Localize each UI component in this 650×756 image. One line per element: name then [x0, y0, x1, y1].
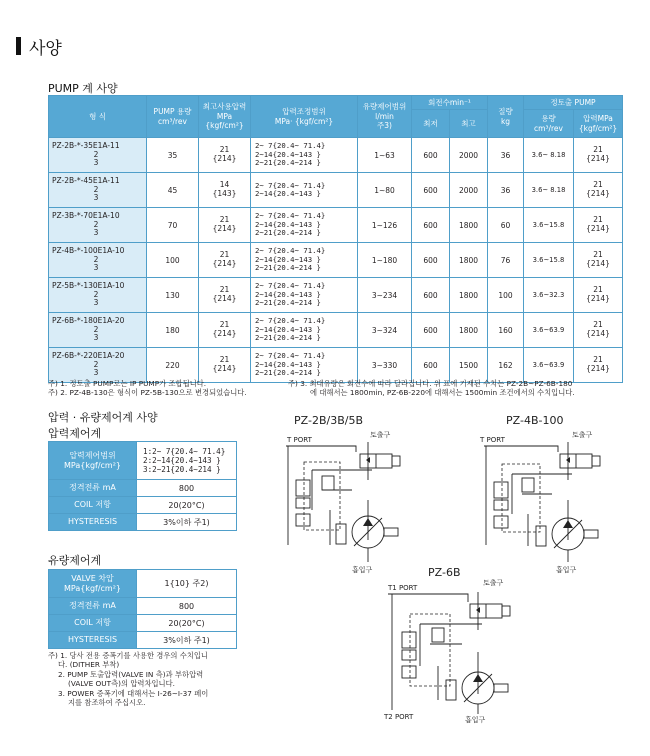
control-note-3a: 3. POWER 증폭기에 대해서는 I-26~I-37 페이 — [58, 688, 209, 698]
cell-fixed-pressure: 21 {214} — [574, 173, 623, 208]
pressure-coil-value: 20(20°C) — [137, 497, 237, 514]
cell-model — [49, 243, 147, 278]
circuit1-tport-label: T PORT — [287, 436, 312, 444]
model-variant-2: 2 — [93, 184, 99, 194]
circuit2-lines — [484, 442, 572, 546]
cell-fixed-capacity: 3.6~ 8.18 — [524, 173, 574, 208]
circuit1-diagram — [282, 440, 412, 565]
cell-weight: 36 — [488, 173, 524, 208]
model-variant-3: 3 — [93, 228, 99, 238]
control-note-3b: 지를 참조하여 주십시오. — [68, 698, 146, 708]
cell-flow: 3~324 — [358, 313, 412, 348]
flow-current-label: 정격전류 mA — [49, 598, 137, 615]
control-note-2a: 2. PUMP 토출압력(VALVE IN 측)과 부하압력 — [58, 669, 204, 679]
table-row — [49, 173, 623, 208]
cell-speed-min: 600 — [412, 348, 450, 383]
cell-fixed-pressure: 21 {214} — [574, 348, 623, 383]
cell-max-pressure: 21 {214} — [199, 243, 251, 278]
circuit1-solenoid-valve — [360, 454, 400, 468]
flow-control-heading: 유량제어계 — [48, 554, 102, 567]
cell-pressure-range: 2~ 7{20.4~ 71.4} 2~14{20.4~143 } 2~21{20.4~214 } — [251, 208, 358, 243]
circuit3-outlet-label: 토출구 — [483, 579, 504, 587]
cell-flow: 3~234 — [358, 278, 412, 313]
cell-model — [49, 348, 147, 383]
pump-note-2: 주) 2. PZ-4B-130은 형식이 PZ-5B-130으로 변경되었습니다. — [48, 388, 247, 398]
cell-pressure-range: 2~ 7{20.4~ 71.4} 2~14{20.4~143 } 2~21{20.4~214 } — [251, 313, 358, 348]
cell-fixed-pressure: 21 {214} — [574, 278, 623, 313]
pump-spec-table — [48, 95, 623, 383]
cell-capacity: 100 — [147, 243, 199, 278]
circuit2-title: PZ-4B-100 — [506, 414, 564, 427]
cell-speed-min: 600 — [412, 208, 450, 243]
cell-weight: 76 — [488, 243, 524, 278]
circuit1-pump-symbol — [336, 516, 398, 562]
cell-speed-max: 1800 — [450, 278, 488, 313]
flow-diff-value: 1{10} 주2) — [137, 570, 237, 598]
control-note-2b: (VALVE OUT측)의 압력차입니다. — [68, 679, 175, 689]
table-row — [49, 313, 623, 348]
control-note-1b: 다. (DITHER 부착) — [58, 660, 120, 670]
cell-fixed-capacity: 3.6~15.8 — [524, 243, 574, 278]
table-row — [49, 348, 623, 383]
circuit3-title: PZ-6B — [428, 566, 461, 579]
model-variant-3: 3 — [93, 298, 99, 308]
pressure-control-table — [48, 441, 237, 531]
flow-coil-value: 20(20°C) — [137, 615, 237, 632]
header-speed-group: 회전수min⁻¹ — [412, 96, 488, 110]
pump-notes-right — [288, 379, 628, 398]
cell-speed-max: 1500 — [450, 348, 488, 383]
control-spec-heading: 압력 · 유량제어계 사양 — [48, 411, 158, 424]
cell-weight: 36 — [488, 138, 524, 173]
model-variant-2: 2 — [93, 289, 99, 299]
flow-hysteresis-value: 3%이하 주1) — [137, 632, 237, 649]
cell-speed-min: 600 — [412, 278, 450, 313]
cell-flow: 1~63 — [358, 138, 412, 173]
cell-weight: 162 — [488, 348, 524, 383]
cell-capacity: 70 — [147, 208, 199, 243]
pump-notes-left — [48, 379, 288, 398]
pump-note-3a: 주) 3. 최대유량은 회전수에 따라 달라집니다. 위 표에 기재된 수치는 PZ-2B~PZ-6B-180 — [288, 379, 573, 388]
pressure-hysteresis-label: HYSTERESIS — [49, 514, 137, 531]
cell-fixed-capacity: 3.6~63.9 — [524, 313, 574, 348]
model-name: PZ-2B-*-35E1A-11 — [52, 141, 120, 151]
flow-control-table — [48, 569, 237, 649]
cell-capacity: 220 — [147, 348, 199, 383]
cell-pressure-range: 2~ 7{20.4~ 71.4} 2~14{20.4~143 } 2~21{20.4~214 } — [251, 278, 358, 313]
cell-fixed-capacity: 3.6~ 8.18 — [524, 138, 574, 173]
pressure-range-value: 1:2~ 7{20.4~ 71.4} 2:2~14{20.4~143 } 3:2~21{20.4~214 } — [137, 442, 237, 480]
header-pressure-range: 압력조정범위 MPa· {kgf/cm²} — [251, 96, 358, 138]
cell-pressure-range: 2~ 7{20.4~ 71.4} 2~14{20.4~143 } — [251, 173, 358, 208]
circuit2-solenoid-valve — [560, 454, 600, 468]
cell-fixed-pressure: 21 {214} — [574, 138, 623, 173]
pump-note-1: 주) 1. 정토출 PUMP로는 IP PUMP가 조합됩니다. — [48, 379, 207, 388]
cell-flow: 1~126 — [358, 208, 412, 243]
header-model: 형 식 — [49, 96, 147, 138]
circuit2-diagram — [478, 440, 610, 565]
cell-max-pressure: 21 {214} — [199, 138, 251, 173]
cell-weight: 100 — [488, 278, 524, 313]
cell-speed-max: 1800 — [450, 313, 488, 348]
cell-max-pressure: 21 {214} — [199, 313, 251, 348]
model-name: PZ-2B-*-45E1A-11 — [52, 176, 120, 186]
section-title: 사양 — [29, 39, 62, 59]
circuit1-title: PZ-2B/3B/5B — [294, 414, 363, 427]
cell-capacity: 180 — [147, 313, 199, 348]
circuit2-tport-label: T PORT — [480, 436, 505, 444]
table-row — [49, 243, 623, 278]
cell-model — [49, 208, 147, 243]
cell-flow: 3~330 — [358, 348, 412, 383]
circuit2-inlet-label: 흡입구 — [556, 566, 577, 574]
model-name: PZ-4B-*-100E1A-10 — [52, 246, 125, 256]
cell-max-pressure: 21 {214} — [199, 208, 251, 243]
cell-speed-min: 600 — [412, 313, 450, 348]
cell-fixed-pressure: 21 {214} — [574, 243, 623, 278]
table-row — [49, 138, 623, 173]
cell-flow: 1~180 — [358, 243, 412, 278]
model-variant-2: 2 — [93, 324, 99, 334]
model-variant-2: 2 — [93, 219, 99, 229]
cell-max-pressure: 14 {143} — [199, 173, 251, 208]
model-variant-3: 3 — [93, 333, 99, 343]
pressure-control-heading: 압력제어계 — [48, 427, 102, 440]
circuit2-pump-symbol — [536, 518, 598, 562]
cell-flow: 1~80 — [358, 173, 412, 208]
circuit1-inlet-label: 흡입구 — [352, 566, 373, 574]
circuit1-relief-valve — [296, 476, 334, 526]
pump-spec-heading: PUMP 계 사양 — [48, 82, 118, 95]
cell-pressure-range: 2~ 7{20.4~ 71.4} 2~14{20.4~143 } 2~21{20.4~214 } — [251, 348, 358, 383]
pump-note-3b: 에 대해서는 1800min, PZ-6B-220에 대해서는 1500min 조건에서의 수치입니다. — [310, 388, 575, 398]
pressure-hysteresis-value: 3%이하 주1) — [137, 514, 237, 531]
header-speed-max: 최고 — [450, 110, 488, 138]
flow-coil-label: COIL 저항 — [49, 615, 137, 632]
cell-pressure-range: 2~ 7{20.4~ 71.4} 2~14{20.4~143 } 2~21{20.4~214 } — [251, 138, 358, 173]
cell-speed-max: 2000 — [450, 138, 488, 173]
cell-max-pressure: 21 {214} — [199, 348, 251, 383]
model-variant-3: 3 — [93, 263, 99, 273]
circuit3-t1port-label: T1 PORT — [388, 584, 418, 592]
cell-max-pressure: 21 {214} — [199, 278, 251, 313]
cell-speed-max: 1800 — [450, 243, 488, 278]
control-note-1a: 주) 1. 당사 전용 증폭기를 사용한 경우의 수치입니 — [48, 651, 208, 660]
header-capacity: PUMP 용량 cm³/rev — [147, 96, 199, 138]
model-name: PZ-5B-*-130E1A-10 — [52, 281, 125, 291]
pressure-current-value: 800 — [137, 480, 237, 497]
cell-weight: 60 — [488, 208, 524, 243]
circuit3-pump-symbol — [446, 672, 508, 714]
cell-capacity: 45 — [147, 173, 199, 208]
cell-speed-min: 600 — [412, 173, 450, 208]
cell-model — [49, 278, 147, 313]
circuit3-t2port-label: T2 PORT — [384, 713, 414, 721]
pressure-range-label: 압력제어범위 MPa{kgf/cm²} — [49, 442, 137, 480]
pressure-current-label: 정격전류 mA — [49, 480, 137, 497]
cell-model — [49, 138, 147, 173]
model-name: PZ-6B-*-180E1A-20 — [52, 316, 125, 326]
cell-speed-max: 1800 — [450, 208, 488, 243]
cell-model — [49, 173, 147, 208]
cell-model — [49, 313, 147, 348]
model-name: PZ-3B-*-70E1A-10 — [52, 211, 120, 221]
cell-fixed-capacity: 3.6~63.9 — [524, 348, 574, 383]
model-variant-2: 2 — [93, 149, 99, 159]
circuit2-outlet-label: 토출구 — [572, 431, 593, 439]
flow-diff-label: VALVE 차압 MPa{kgf/cm²} — [49, 570, 137, 598]
cell-speed-max: 2000 — [450, 173, 488, 208]
circuit1-outlet-label: 토출구 — [370, 431, 391, 439]
flow-hysteresis-label: HYSTERESIS — [49, 632, 137, 649]
table-row — [49, 208, 623, 243]
model-variant-3: 3 — [93, 158, 99, 168]
circuit3-diagram — [384, 590, 518, 714]
header-weight: 질량 kg — [488, 96, 524, 138]
flow-current-value: 800 — [137, 598, 237, 615]
cell-speed-min: 600 — [412, 138, 450, 173]
cell-speed-min: 600 — [412, 243, 450, 278]
cell-pressure-range: 2~ 7{20.4~ 71.4} 2~14{20.4~143 } 2~21{20.4~214 } — [251, 243, 358, 278]
header-fixed-capacity: 용량 cm³/rev — [524, 110, 574, 138]
section-title-bar — [16, 37, 21, 55]
model-variant-2: 2 — [93, 254, 99, 264]
pressure-coil-label: COIL 저항 — [49, 497, 137, 514]
model-name: PZ-6B-*-220E1A-20 — [52, 351, 125, 361]
circuit3-solenoid-valve — [470, 604, 510, 618]
header-fixed-group: 정토출 PUMP — [524, 96, 623, 110]
model-variant-2: 2 — [93, 359, 99, 369]
model-variant-3: 3 — [93, 193, 99, 203]
header-flow-range: 유량제어범위 l/min 주3) — [358, 96, 412, 138]
header-speed-min: 최저 — [412, 110, 450, 138]
circuit3-inlet-label: 흡입구 — [465, 716, 486, 724]
header-max-pressure: 최고사용압력 MPa {kgf/cm²} — [199, 96, 251, 138]
table-row — [49, 278, 623, 313]
header-fixed-pressure: 압력MPa {kgf/cm²} — [574, 110, 623, 138]
cell-weight: 160 — [488, 313, 524, 348]
cell-fixed-capacity: 3.6~32.3 — [524, 278, 574, 313]
model-variant-3: 3 — [93, 368, 99, 378]
cell-fixed-pressure: 21 {214} — [574, 208, 623, 243]
cell-capacity: 130 — [147, 278, 199, 313]
control-notes — [48, 651, 248, 708]
cell-fixed-capacity: 3.6~15.8 — [524, 208, 574, 243]
cell-capacity: 35 — [147, 138, 199, 173]
cell-fixed-pressure: 21 {214} — [574, 313, 623, 348]
circuit1-lines — [286, 442, 372, 545]
